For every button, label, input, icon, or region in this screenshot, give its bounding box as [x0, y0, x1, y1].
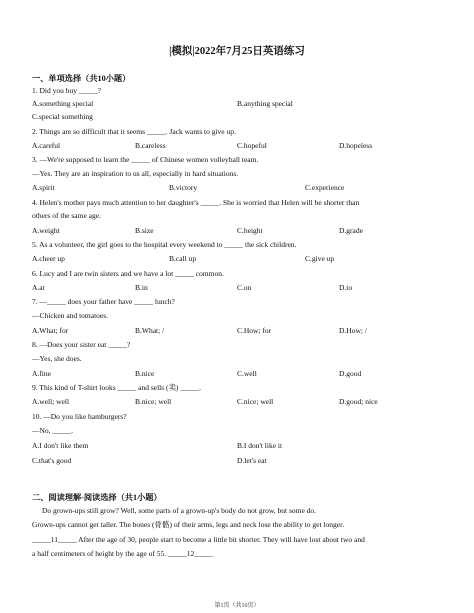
q3-option-a: A.spirit [32, 183, 55, 192]
q2-option-a: A.careful [32, 141, 61, 150]
q1-option-b: B.anything special [237, 99, 293, 108]
question-2-stem: 2. Things are so difficult that it seems _____. Jack wants to give up. [32, 127, 236, 136]
q7-option-b: B.What; / [135, 326, 165, 335]
passage-paragraph-2: Grown-ups cannot get taller. The bones (骨骼) of their arms, legs and neck lose the ability to get longer. [32, 520, 345, 529]
q1-option-c: C.special something [32, 112, 93, 121]
question-9-stem: 9. This kind of T-shirt looks _____ and sells (卖) _____. [32, 383, 202, 392]
q10-option-a: A.I don't like them [32, 441, 89, 450]
q2-option-c: C.hopeful [237, 141, 267, 150]
page-title: |模拟|2022年7月25日英语练习 [169, 46, 305, 57]
q7-reply: —Chicken and tomatoes. [32, 311, 109, 320]
q5-option-b: B.call up [169, 254, 197, 263]
q5-option-c: C.give up [305, 254, 335, 263]
question-4-stem-continued: others of the same age. [32, 211, 101, 220]
q9-option-b: B.nice; well [135, 397, 172, 406]
q6-option-b: B.in [135, 283, 148, 292]
q9-option-a: A.well; well [32, 397, 70, 406]
q4-option-d: D.grade [339, 226, 363, 235]
question-4-stem: 4. Helen's mother pays much attention to her daughter's _____. She is worried that Helen will be shorter than [32, 198, 360, 207]
q6-option-d: D.to [339, 283, 353, 292]
q8-reply: —Yes, she does. [32, 354, 82, 363]
q7-option-d: D.How; / [339, 326, 367, 335]
q10-option-c: C.that's good [32, 456, 72, 465]
section-heading-reading: 二、阅读理解-阅读选择（共1小题） [32, 493, 162, 502]
q10-option-b: B.I don't like it [237, 441, 283, 450]
q8-option-c: C.well [237, 369, 257, 378]
q4-option-a: A.weight [32, 226, 60, 235]
question-7-stem: 7. —_____ does your father have _____ lunch? [32, 297, 175, 306]
q7-option-c: C.How; for [237, 326, 272, 335]
q6-option-a: A.at [32, 283, 45, 292]
q8-option-a: A.fine [32, 369, 51, 378]
question-1-stem: 1. Did you buy _____? [32, 86, 101, 95]
q8-option-b: B.nice [135, 369, 155, 378]
q10-reply: —No, _____. [32, 426, 74, 435]
q3-reply: —Yes. They are an inspiration to us all, especially in hard situations. [32, 169, 239, 178]
q10-option-d: D.let's eat [237, 456, 267, 465]
page-footer: 第1页（共10页） [214, 603, 260, 609]
q7-option-a: A.What; for [32, 326, 69, 335]
passage-paragraph-3: _____11_____ After the age of 30, people start to become a little bit shorter. They will have lost about two and [32, 535, 365, 544]
question-8-stem: 8. —Does your sister eat _____? [32, 340, 131, 349]
q5-option-a: A.cheer up [32, 254, 65, 263]
question-3-stem: 3. —We're supposed to learn the _____ of Chinese women volleyball team. [32, 155, 259, 164]
q1-option-a: A.something special [32, 99, 94, 108]
q4-option-c: C.height [237, 226, 263, 235]
q9-option-c: C.nice; well [237, 397, 274, 406]
q8-option-d: D.good [339, 369, 362, 378]
q6-option-c: C.on [237, 283, 252, 292]
q3-option-c: C.experience [305, 183, 345, 192]
q2-option-b: B.careless [135, 141, 166, 150]
passage-paragraph-1: Do grown-ups still grow? Well, some parts of a grown-up's body do not grow, but some do. [42, 506, 317, 515]
q4-option-b: B.size [135, 226, 154, 235]
q3-option-b: B.victory [169, 183, 198, 192]
question-5-stem: 5. As a volunteer, the girl goes to the hospital every weekend to _____ the sick children. [32, 240, 297, 249]
q2-option-d: D.hopeless [339, 141, 373, 150]
q9-option-d: D.good; nice [339, 397, 378, 406]
question-10-stem: 10. —Do you like hamburgers? [32, 412, 127, 421]
passage-paragraph-3-continued: a half centimeters of height by the age of 55. _____12_____ [32, 549, 213, 558]
question-6-stem: 6. Lucy and I are twin sisters and we have a lot _____ common. [32, 269, 224, 278]
section-heading-single-choice: 一、单项选择（共10小题） [32, 74, 131, 83]
